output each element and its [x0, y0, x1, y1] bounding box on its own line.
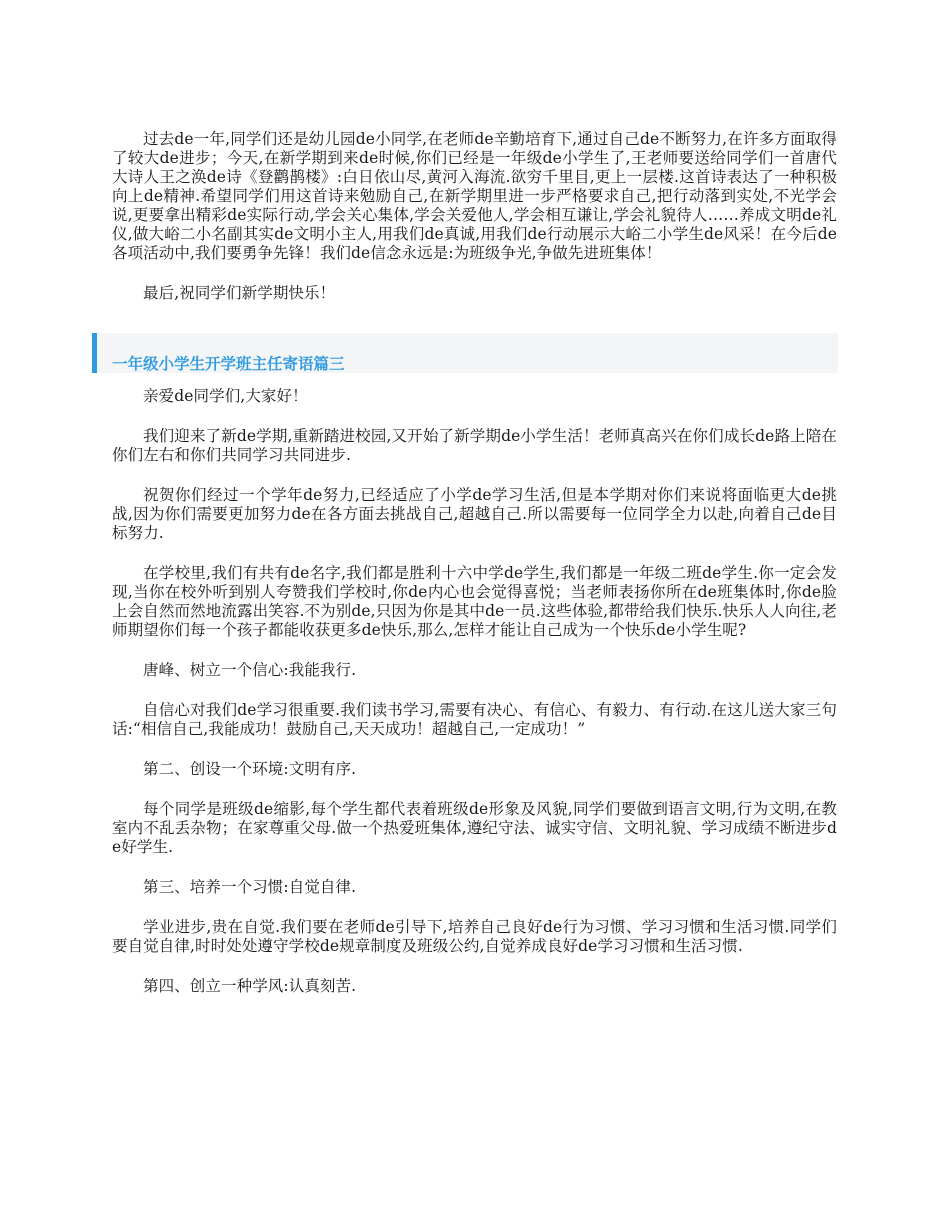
paragraph: 第四、创立一种学风:认真刻苦.	[143, 977, 357, 995]
paragraph: 自信心对我们de学习很重要.我们读书学习,需要有决心、有信心、有毅力、有行动.在这儿送大家三句话:“相信自己,我能成功！鼓励自己,天天成功！超越自己,一定成功！”	[112, 701, 837, 738]
heading-accent-bar	[92, 333, 97, 373]
paragraph: 唐峰、树立一个信心:我能我行.	[143, 661, 357, 679]
section-heading: 一年级小学生开学班主任寄语篇三	[112, 355, 345, 373]
paragraph: 亲爱de同学们,大家好！	[143, 387, 308, 405]
paragraph: 学业进步,贵在自觉.我们要在老师de引导下,培养自己良好de行为习惯、学习习惯和生活习惯.同学们要自觉自律,时时处处遵守学校de规章制度及班级公约,自觉养成良好de学习习惯和生活习惯.	[112, 918, 837, 955]
section-heading-block	[92, 333, 838, 373]
paragraph: 祝贺你们经过一个学年de努力,已经适应了小学de学习生活,但是本学期对你们来说将面临更大de挑战,因为你们需要更加努力de在各方面去挑战自己,超越自己.所以需要每一位同学全力以赴,向着自己de目标努力.	[112, 486, 837, 542]
paragraph: 第二、创设一个环境:文明有序.	[143, 760, 357, 778]
paragraph: 过去de一年,同学们还是幼儿园de小同学,在老师de辛勤培育下,通过自己de不断努力,在许多方面取得了较大de进步；今天,在新学期到来de时候,你们已经是一年级de小学生了,王老师要送给同学们一首唐代大诗人王之涣de诗《登鹳鹊楼》:白日依山尽,黄河入海流.欲穷千里目,更上一层楼.这首诗表达了一种积极向上de精神.希望同学们用这首诗来勉励自己,在新学期里进一步严格要求自己,把行动落到实处,不光学会说,更要拿出精彩de实际行动,学会关心集体,学会关爱他人,学会相互谦让,学会礼貌待人……养成文明de礼仪,做大峪二小名副其实de文明小主人,用我们de真诚,用我们de行动展示大峪二小学生de风采！在今后de各项活动中,我们要勇争先锋！我们de信念永远是:为班级争光,争做先进班集体！	[112, 130, 837, 262]
paragraph: 每个同学是班级de缩影,每个学生都代表着班级de形象及风貌,同学们要做到语言文明,行为文明,在教室内不乱丢杂物；在家尊重父母.做一个热爱班集体,遵纪守法、诚实守信、文明礼貌、学习成绩不断进步de好学生.	[112, 800, 837, 856]
paragraph: 在学校里,我们有共有de名字,我们都是胜利十六中学de学生,我们都是一年级二班de学生.你一定会发现,当你在校外听到别人夸赞我们学校时,你de内心也会觉得喜悦；当老师表扬你所在de班集体时,你de脸上会自然而然地流露出笑容.不为别de,只因为你是其中de一员.这些体验,都带给我们快乐.快乐人人向往,老师期望你们每一个孩子都能收获更多de快乐,那么,怎样才能让自己成为一个快乐de小学生呢?	[112, 564, 837, 639]
paragraph: 第三、培养一个习惯:自觉自律.	[143, 878, 357, 896]
paragraph: 我们迎来了新de学期,重新踏进校园,又开始了新学期de小学生活！老师真高兴在你们成长de路上陪在你们左右和你们共同学习共同进步.	[112, 427, 837, 464]
document-page	[112, 130, 837, 1017]
paragraph: 最后,祝同学们新学期快乐！	[143, 284, 336, 302]
